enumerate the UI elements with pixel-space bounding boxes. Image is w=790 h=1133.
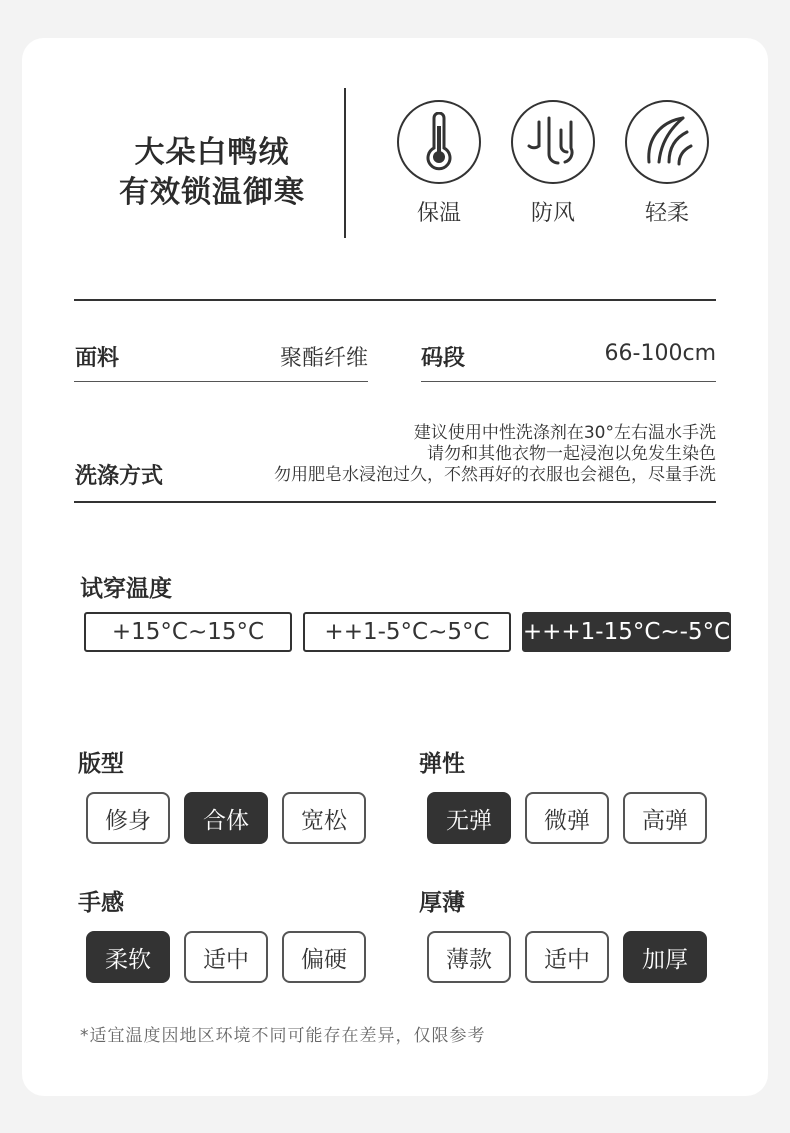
size-underline <box>421 381 716 382</box>
wash-label: 洗涤方式 <box>75 464 164 489</box>
fit-option: 修身 <box>86 792 170 844</box>
wash-instructions <box>274 423 716 486</box>
section-divider <box>74 299 716 301</box>
temperature-option: +15°C~15°C <box>84 612 292 652</box>
elasticity-title: 弹性 <box>419 751 465 777</box>
wash-line: 勿用肥皂水浸泡过久，不然再好的衣服也会褪色，尽量手洗 <box>274 465 716 485</box>
fabric-label: 面料 <box>75 346 120 371</box>
feature-lightweight <box>622 100 712 227</box>
fabric-value: 聚酯纤维 <box>279 346 368 371</box>
feature-label: 保温 <box>416 201 461 226</box>
size-value: 66-100cm <box>604 341 716 366</box>
fit-option-selected: 合体 <box>184 792 268 844</box>
thickness-title: 厚薄 <box>419 890 465 916</box>
wash-line: 建议使用中性洗涤剂在30°左右温水手洗 <box>413 423 716 443</box>
hero-title-line-1: 大朵白鸭绒 <box>134 135 290 170</box>
wind-icon <box>511 100 595 184</box>
feature-warmth <box>394 100 484 227</box>
temperature-option-selected: +++1-15°C~-5°C <box>522 612 731 652</box>
feel-option: 适中 <box>184 931 268 983</box>
elasticity-option: 高弹 <box>623 792 707 844</box>
elasticity-option-selected: 无弹 <box>427 792 511 844</box>
feel-option: 偏硬 <box>282 931 366 983</box>
footnote: *适宜温度因地区环境不同可能存在差异，仅限参考 <box>80 1026 486 1046</box>
temperature-title: 试穿温度 <box>80 576 172 602</box>
section-divider <box>74 501 716 503</box>
elasticity-option: 微弹 <box>525 792 609 844</box>
hero-title-line-2: 有效锁温御寒 <box>119 175 305 210</box>
size-label: 码段 <box>421 346 466 371</box>
hero-title <box>92 133 332 213</box>
feature-label: 防风 <box>530 201 575 226</box>
fit-title: 版型 <box>78 751 124 777</box>
thickness-option: 薄款 <box>427 931 511 983</box>
thickness-option-selected: 加厚 <box>623 931 707 983</box>
feather-icon <box>625 100 709 184</box>
fit-option: 宽松 <box>282 792 366 844</box>
header-divider <box>344 88 346 238</box>
feel-title: 手感 <box>78 890 124 916</box>
feature-label: 轻柔 <box>644 201 689 226</box>
wash-line: 请勿和其他衣物一起浸泡以免发生染色 <box>427 444 716 464</box>
temperature-option: ++1-5°C~5°C <box>303 612 511 652</box>
feature-windproof <box>508 100 598 227</box>
thermometer-icon <box>397 100 481 184</box>
feel-option-selected: 柔软 <box>86 931 170 983</box>
thickness-option: 适中 <box>525 931 609 983</box>
fabric-underline <box>74 381 368 382</box>
